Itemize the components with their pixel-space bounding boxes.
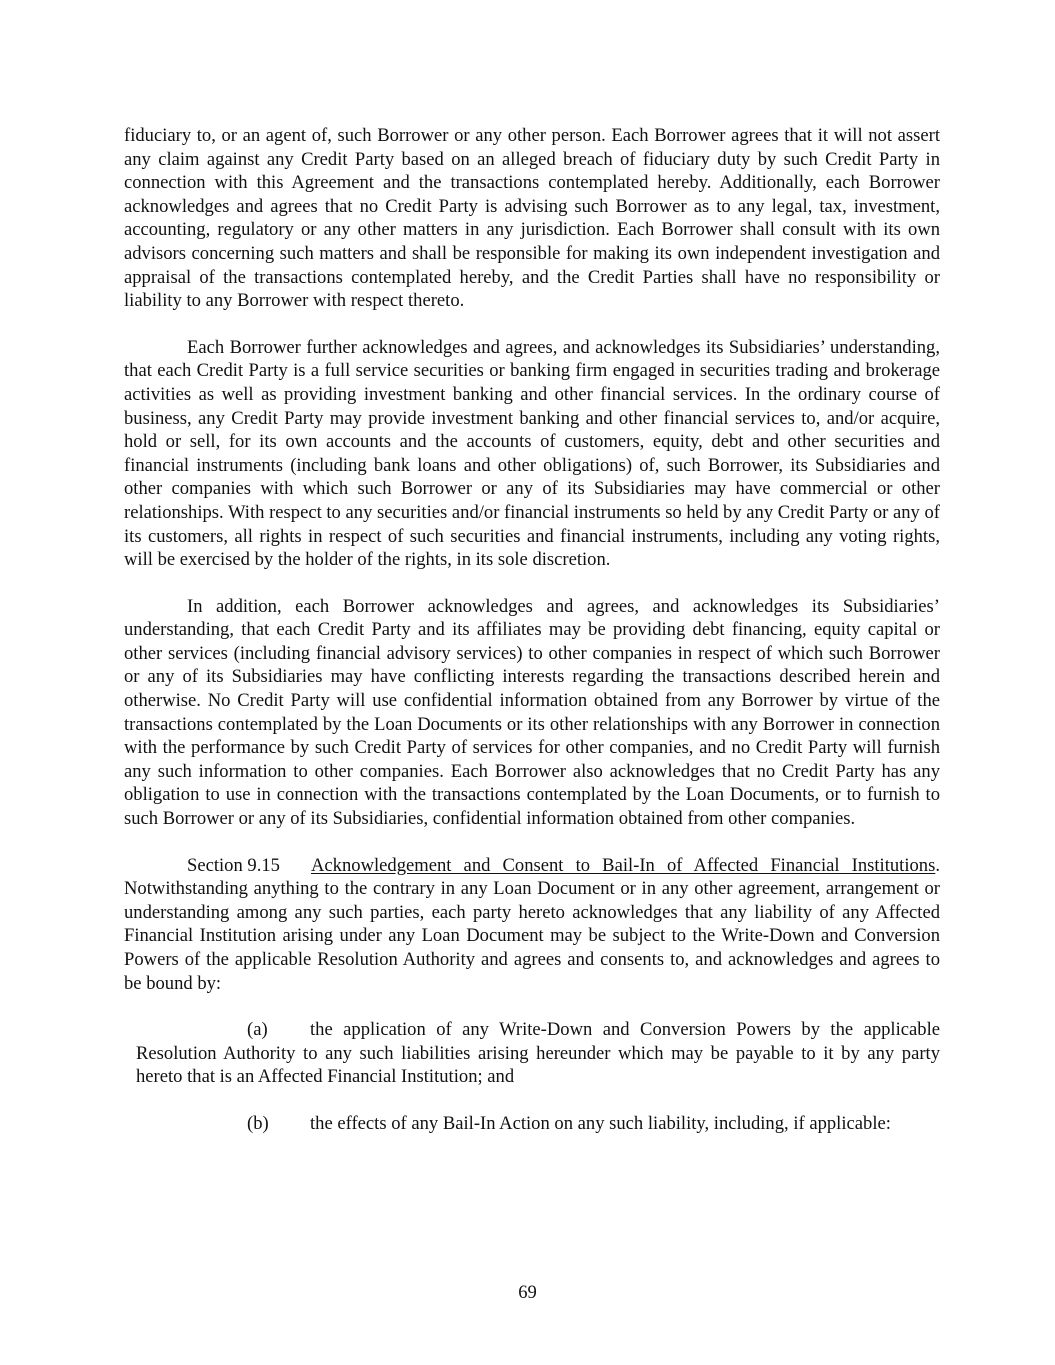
clause-text: the application of any Write-Down and Conversion Powers by the applicable Resolution Authority to any such liabilities arising hereunder which may be payable to it by any party hereto that is an Affected Financial Institution; and	[136, 1019, 940, 1088]
clause-label: (a)	[247, 1019, 268, 1041]
paragraph-fiduciary: fiduciary to, or an agent of, such Borrower or any other person. Each Borrower agrees that it will not assert any claim against any Credit Party based on an alleged breach of fiduciary duty by such Credit Party in connection with this Agreement and the transactions contemplated hereby. Additionally, each Borrower acknowledges and agrees that no Credit Party is advising such Borrower as to any legal, tax, investment, accounting, regulatory or any other matters in any jurisdiction. Each Borrower shall consult with its own advisors concerning such matters and shall be responsible for making its own independent investigation and appraisal of the transactions contemplated hereby, and the Credit Parties shall have no responsibility or liability to any Borrower with respect thereto.	[124, 125, 940, 312]
paragraph-conflicting-interests: In addition, each Borrower acknowledges and agrees, and acknowledges its Subsidiaries’ understanding, that each Credit Party and its affiliates may be providing debt financing, equity capital or other services (including financial advisory services) to other companies in respect of which such Borrower or any of its Subsidiaries may have conflicting interests regarding the transactions described herein and otherwise. No Credit Party will use confidential information obtained from any Borrower by virtue of the transactions contemplated by the Loan Documents or its other relationships with any Borrower in connection with the performance by such Credit Party of services for other companies, and no Credit Party will furnish any such information to other companies. Each Borrower also acknowledges that no Credit Party has any obligation to use in connection with the transactions contemplated by the Loan Documents, or to furnish to such Borrower or any of its Subsidiaries, confidential information obtained from other companies.	[124, 595, 940, 830]
clause-a	[136, 1018, 940, 1089]
section-body: Notwithstanding anything to the contrary in any Loan Document or in any other agreement, arrangement or understanding among any such parties, each party hereto acknowledges that any liability of any Affected Financial Institution arising under any Loan Document may be subject to the Write-Down and Conversion Powers of the applicable Resolution Authority and agrees and consents to, and acknowledges and agrees to be bound by:	[124, 878, 940, 994]
clause-b	[136, 1112, 940, 1136]
clause-label: (b)	[247, 1112, 269, 1134]
section-9-15	[124, 854, 940, 996]
section-title: Acknowledgement and Consent to Bail-In of Affected Financial Institutions	[311, 854, 936, 876]
clause-text: the effects of any Bail-In Action on any such liability, including, if applicable:	[310, 1112, 891, 1134]
paragraph-securities-firm: Each Borrower further acknowledges and agrees, and acknowledges its Subsidiaries’ understanding, that each Credit Party is a full service securities or banking firm engaged in securities trading and brokerage activities as well as providing investment banking and other financial services. In the ordinary course of business, any Credit Party may provide investment banking and other financial services to, and/or acquire, hold or sell, for its own accounts and the accounts of customers, equity, debt and other securities and financial instruments (including bank loans and other obligations) of, such Borrower, its Subsidiaries and other companies with which such Borrower or any of its Subsidiaries may have commercial or other relationships. With respect to any securities and/or financial instruments so held by any Credit Party or any of its customers, all rights in respect of such securities and financial instruments, including any voting rights, will be exercised by the holder of the rights, in its sole discretion.	[124, 336, 940, 571]
section-number: Section 9.15	[187, 854, 280, 876]
document-page	[124, 124, 940, 1136]
page-number: 69	[518, 1282, 537, 1303]
section-title-end: .	[935, 854, 940, 876]
